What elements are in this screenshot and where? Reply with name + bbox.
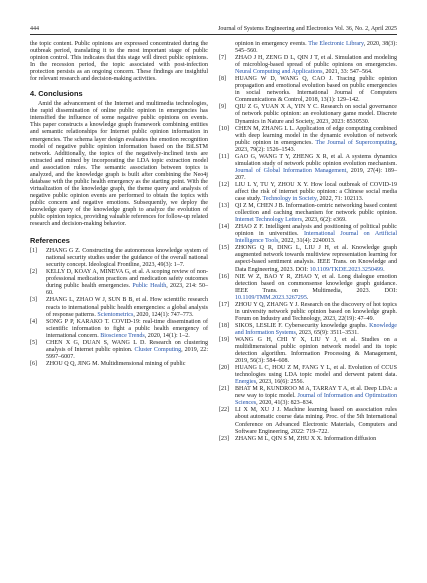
reference-link[interactable]: The Journal of Supercomputing <box>315 139 396 146</box>
reference-tail: , 2023, 6(2): e369. <box>301 217 347 224</box>
reference-tail: , 2020, 14(1): 1–2. <box>144 332 190 339</box>
reference-text: ZHONG Q R, DING L, LIU J H, et al. Knowledge graph augmented network towards multiview representation learning for aspect-based sentiment analysis. IEEE Trans. on Knowledge and Data Engineering, 2023. DOI: <box>235 245 397 273</box>
references-heading: References <box>30 236 70 246</box>
reference-link[interactable]: Technology in Society <box>262 196 317 203</box>
reference-body <box>46 297 208 318</box>
reference-body <box>235 224 397 245</box>
reference-number: [11] <box>219 153 229 160</box>
reference-item <box>30 340 208 361</box>
reference-link[interactable]: 10.1109/TMM.2023.3267295 <box>235 294 307 301</box>
reference-text: ZHANG G Z. Constructing the autonomous knowledge system of national security studies under the guidance of the overall national security concept. Ideological Frontline, 2023, 49(3): 1–7. <box>46 248 208 269</box>
reference-text: HUANG L C, HOU Z M, FANG Y L, et al. Evolution of CCUS technologies using LDA topic model and derwent patent data. <box>235 365 397 379</box>
reference-item <box>30 297 208 318</box>
reference-list-right <box>219 55 397 443</box>
reference-link[interactable]: Public Health <box>132 283 167 290</box>
reference-text: HUANG W D, WANG Q, CAO J. Tracing public opinion propagation and emotional evolution based on public emergencies in social networks. International Journal of Computers Communications & Control, 2018, 13(1): 129–142. <box>235 76 397 104</box>
reference-body <box>235 274 397 302</box>
reference-text: LIU L Y, TU Y, ZHOU X Y. How local outbreak of COVID-19 affect the risk of internet public opinion: a Chinese social media case study. <box>235 181 397 203</box>
reference-number: [7] <box>219 55 227 62</box>
reference-number: [13] <box>219 203 230 210</box>
reference-body <box>235 323 397 337</box>
reference-body <box>235 104 397 125</box>
reference-number: [9] <box>219 104 227 111</box>
reference-number: [16] <box>219 273 230 280</box>
reference-number: [19] <box>219 336 230 343</box>
reference-text: QIU Z G, YUAN X A, YIN Y C. Research on social governance of network public opinion: an evolutionary game model. Discrete Dynamics in Nature and Society, 2023, 2023: 8530530. <box>235 104 397 125</box>
reference-link[interactable]: Internet Technology Letters <box>235 217 302 224</box>
reference-text: ZHAO J H, ZENG D L, QIN J T, et al. Simulation and modeling of microblog-based spread of public opinions on emergencies. <box>235 55 397 69</box>
reference-body <box>235 436 397 443</box>
reference-body <box>235 386 397 407</box>
reference-item <box>219 76 397 104</box>
reference-number: [10] <box>219 125 230 132</box>
reference-tail: , 2023, 65(9): 3511–3531. <box>295 329 359 336</box>
reference-link[interactable]: Cluster Computing <box>134 346 182 353</box>
reference-number: [2] <box>30 269 38 276</box>
reference-text: ZHAO Z F. Intelligent analysis and positioning of political public opinion in universities. <box>235 224 397 238</box>
reference-body <box>235 126 397 154</box>
reference-number: [21] <box>219 386 230 393</box>
reference-item <box>30 269 208 297</box>
page-number: 444 <box>30 26 39 32</box>
reference-body <box>46 248 208 269</box>
reference-tail: , 2023, 214: 50–60. <box>46 283 208 297</box>
reference-number: [15] <box>219 245 230 252</box>
reference-tail: , 2021, 33: 547–564. <box>322 69 373 76</box>
reference-body <box>235 55 397 76</box>
reference-tail: , 2022, 71: 102113. <box>316 196 364 203</box>
reference-number: [6] <box>30 360 38 367</box>
reference-link[interactable]: Energies <box>235 379 257 386</box>
reference-number: [14] <box>219 224 230 231</box>
running-header <box>30 24 397 35</box>
reference-item <box>219 436 397 443</box>
reference-tail: , 2020, 38(3): 545–560. <box>235 41 397 55</box>
reference-text: CHEN X G, DUAN S, WANG L D. Research on clustering analysis of Internet public opinion. <box>46 339 208 353</box>
reference-body <box>235 302 397 323</box>
reference-text: NIE W Z, BAO Y R, ZHAO Y, et al. Long dialogue emotion detection based on commonsense knowledge graph guidance. IEEE Trans. on Multimedia, 2023. DOI: <box>235 273 397 294</box>
reference-body <box>235 182 397 203</box>
reference-link[interactable]: Journal of Information and Optimization Sciences <box>235 393 397 407</box>
reference-item <box>219 386 397 407</box>
reference-text: WANG G H, CHI Y X, LIU Y J, et al. Studies on a multidimensional public opinion network model and its topic detection algorithm. Information Processing & Management, 2019, 56(3): 584–608. <box>235 336 397 365</box>
reference-text: SIKOS, LESLIE F. Cybersecurity knowledge graphs. <box>235 322 370 329</box>
reference-item <box>30 361 208 368</box>
reference-link[interactable]: The Electronic Library <box>308 41 364 47</box>
reference-text: CHEN M, ZHANG L L. Application of edge computing combined with deep learning model in the dynamic evolution of network public opinion in emergencies. <box>235 125 397 146</box>
reference-number: [23] <box>219 435 230 442</box>
reference-link[interactable]: International Journal on Artificial Intelligence Tools <box>235 231 397 245</box>
reference-tail: , 2019, 22: 5997–6007. <box>46 346 208 360</box>
reference-item <box>219 182 397 203</box>
reference-body <box>46 269 208 297</box>
reference-number: [3] <box>30 297 38 304</box>
reference-item <box>219 365 397 386</box>
reference-tail: , 2023, 79(2): 1526–1543. <box>235 139 397 153</box>
reference-body <box>235 203 397 224</box>
reference-number: [1] <box>30 248 38 255</box>
reference-item <box>219 224 397 245</box>
reference-body <box>235 245 397 273</box>
reference-list-left <box>30 248 208 368</box>
reference-link[interactable]: Bioscience Trends <box>100 332 145 339</box>
reference-link[interactable]: 10.1109/TKDE.2023.3250499 <box>309 266 384 273</box>
reference-item <box>219 154 397 182</box>
reference-text: LI X M, XU J J. Machine learning based on association rules about automatic course data mining. Proc. of the 5th International Conference on Advanced Electronic Materials, Computers and Software Engineering, 2022: 719–722. <box>235 407 397 435</box>
reference-item <box>219 104 397 125</box>
journal-title: Journal of Systems Engineering and Electronics Vol. 36, No. 2, April 2025 <box>218 26 397 32</box>
reference-link[interactable]: Neural Computing and Applications <box>235 69 323 76</box>
reference-item <box>30 319 208 340</box>
intro-paragraph: the topic content. Public opinions are expressed concentrated during the outbreak period, translating it to the most important stage of public opinion control. This indicates that this stage will direct public opinions. In the recession period, the topic associated with post-infection protection persists as an ongoing concern. These findings are insightful for relevant research and decision-making activities. <box>30 41 208 83</box>
reference-body <box>235 154 397 182</box>
reference-item <box>30 248 208 269</box>
reference-text: GAO G, WANG T Y, ZHENG X R, et al. A systems dynamics simulation study of network public opinion evolution mechanism. <box>235 153 397 167</box>
reference-body <box>235 76 397 104</box>
reference-body <box>46 361 208 368</box>
reference-link[interactable]: Scientometrics <box>97 311 134 318</box>
reference-number: [17] <box>219 301 230 308</box>
reference-link[interactable]: Knowledge and Information Systems <box>235 322 397 336</box>
reference-body <box>46 319 208 340</box>
reference-number: [18] <box>219 322 230 329</box>
reference-link[interactable]: Journal of Global Information Management <box>235 167 347 174</box>
reference-item <box>219 302 397 323</box>
reference-item <box>219 274 397 302</box>
reference-text: ZHANG M L, QIN S M, ZHU X X. Information diffusion <box>235 435 377 442</box>
reference-number: [20] <box>219 365 230 372</box>
reference-text: ZHOU Y Q, ZHANG Y J. Research on the discovery of hot topics in university network public opinion based on knowledge graph. Forum on Industry and Technology, 2023, 22(19): 47–49. <box>235 301 397 322</box>
reference-body <box>235 365 397 386</box>
reference-body <box>46 340 208 361</box>
reference-number: [5] <box>30 339 38 346</box>
left-column <box>30 41 208 368</box>
reference-body <box>235 407 397 435</box>
reference-item <box>219 407 397 435</box>
reference-tail: , 2020, 124(1): 747–773. <box>133 311 194 318</box>
reference-tail: , 2022, 31(4): 2240013. <box>278 238 336 245</box>
reference-text: ZHANG L, ZHAO W J, SUN B B, et al. How scientific research reacts to international public health emergencies: a global analysis of response patterns. <box>46 297 208 318</box>
reference-item <box>219 55 397 76</box>
conclusions-heading: 4. Conclusions <box>30 89 83 99</box>
reference-number: [8] <box>219 76 227 83</box>
conclusions-paragraph: Amid the advancement of the Internet and multimedia technologies, the rapid dissemination of online public opinion in emergencies has intensified the influence of some negative public opinions on events. This paper constructs a knowledge graph framework combining entities and semantic relationships for Internet public opinion information in emergencies. The schema layer design evaluates the emotion recognition model of negative public opinion information based on the BiLSTM network. Additionally, the topics of the negatively-inclined texts are extracted and mined by incorporating the LDA topic extraction model and association rules. The semantic association between topics is analyzed, and the knowledge graph is built after combining the Neo4j database with the public health emergency as the starting point. With the virtualization of the knowledge graph, the theme query and analysis of negative public opinion events are performed to obtain the topics with public concern and negative emotions. Subsequently, we deploy the knowledge query of the knowledge graph to analyze the evolution of public opinion topics, providing valuable references for follow-up related research and decision-making behavior. <box>30 101 208 228</box>
reference-text: KELLY D, KOAY A, MINEVA G, et al. A scoping review of non-professional medication practices and medication safety outcomes during public health emergencies. <box>46 269 208 290</box>
reference-tail: , 2020, 41(3): 823–834. <box>256 400 314 407</box>
reference-text: ZHOU Q Q, JING M. Multidimensional mining of public <box>46 360 186 367</box>
reference-item <box>219 337 397 365</box>
reference-text: SONG P P, KARAKO T. COVID-19: real-time dissemination of scientific information to fight a public health emergency of international concern. <box>46 318 208 339</box>
reference-number: [12] <box>219 181 230 188</box>
reference-text: QI Z M, CHEN J B. Information-centric networking based content collection and caching mechanism for network public opinion. <box>235 203 397 217</box>
reference-tail: . <box>306 294 309 301</box>
reference-text: BHAT M R, KUNDROO M A, TARRAY T A, et al. Deep LDA: a new way to topic model. <box>235 386 397 400</box>
reference-number: [22] <box>219 407 230 414</box>
reference-tail: . <box>383 266 385 273</box>
reference-text: opinion in emergency events. <box>235 41 309 47</box>
reference-number: [4] <box>30 318 38 325</box>
reference-tail: , 2023, 16(6): 2556. <box>256 379 305 386</box>
reference-continuation <box>219 41 397 55</box>
reference-item <box>219 203 397 224</box>
right-column <box>219 41 397 443</box>
reference-item <box>219 126 397 154</box>
reference-item <box>219 245 397 273</box>
reference-body <box>235 337 397 365</box>
reference-tail: , 2019, 27(4): 189–207. <box>235 167 397 181</box>
reference-item <box>219 323 397 337</box>
